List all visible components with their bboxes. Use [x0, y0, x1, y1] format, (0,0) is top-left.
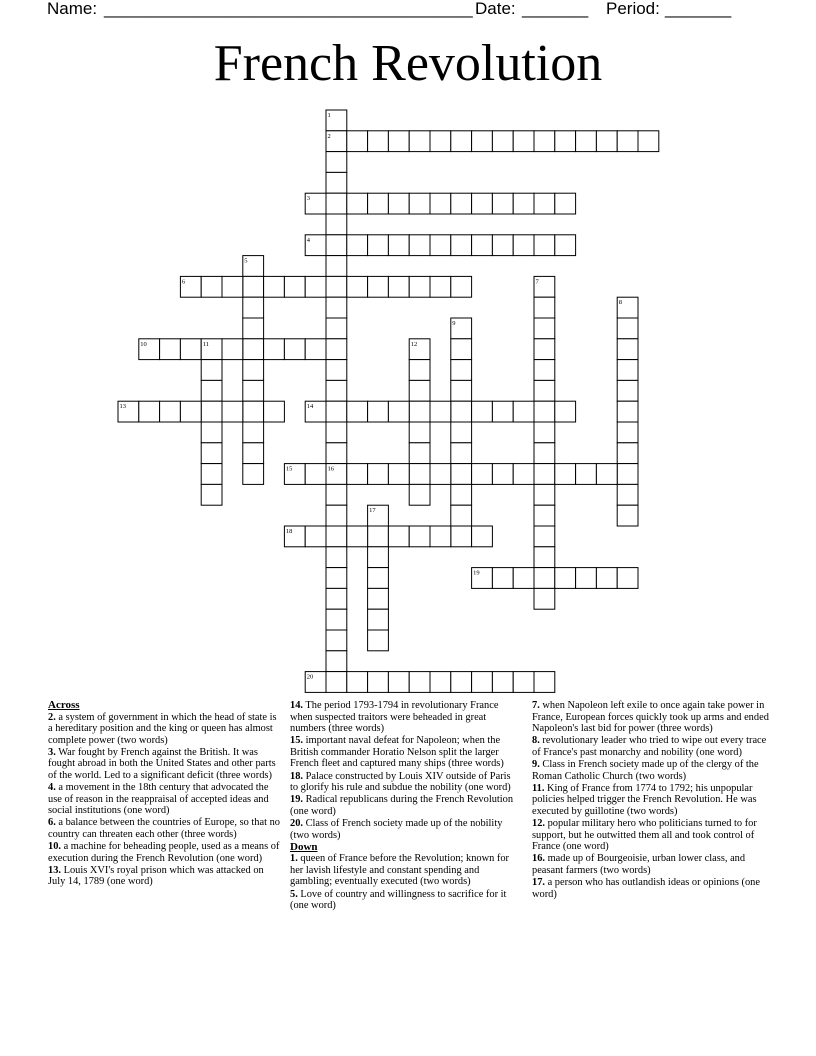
clue-item	[532, 735, 770, 758]
clue-text: War fought by French against the British. It was fought abroad in both the United States and other parts of the world. Led to a significant deficit (three words)	[48, 746, 276, 782]
clue-number-16: 16	[327, 465, 334, 473]
clue-number-10: 10	[140, 340, 147, 348]
clue-number-6: 6	[181, 278, 186, 286]
clue-text: Love of country and willingness to sacrifice for it (one word)	[290, 888, 507, 912]
clue-num: 1.	[290, 853, 298, 865]
grid-cell[interactable]	[201, 422, 222, 443]
grid-cell[interactable]	[576, 568, 597, 589]
grid-cell[interactable]	[326, 588, 347, 609]
grid-cell[interactable]	[326, 568, 347, 589]
grid-cell[interactable]	[534, 505, 555, 526]
grid-cell[interactable]	[409, 131, 430, 152]
grid-cell[interactable]	[596, 131, 617, 152]
clue-number-11: 11	[202, 340, 209, 348]
grid-cell[interactable]	[492, 568, 513, 589]
grid-cell[interactable]	[326, 276, 347, 297]
grid-cell[interactable]	[264, 339, 285, 360]
grid-cell[interactable]	[409, 443, 430, 464]
grid-cell[interactable]	[305, 339, 326, 360]
grid-cell[interactable]	[617, 422, 638, 443]
clue-num: 4.	[48, 782, 56, 794]
grid-cell[interactable]	[243, 443, 264, 464]
grid-cell[interactable]	[409, 526, 430, 547]
grid-cell[interactable]	[430, 131, 451, 152]
clue-text: made up of Bourgeoisie, urban lower class, and peasant farmers (two words)	[532, 853, 746, 876]
grid-cell[interactable]	[534, 422, 555, 443]
grid-cell[interactable]	[326, 609, 347, 630]
grid-cell[interactable]	[513, 672, 534, 693]
grid-cell[interactable]	[347, 464, 368, 485]
grid-cell[interactable]	[368, 588, 389, 609]
grid-cell[interactable]	[451, 672, 472, 693]
grid-cell[interactable]	[451, 193, 472, 214]
grid-cell[interactable]	[326, 235, 347, 256]
clue-number-3: 3	[306, 195, 310, 203]
grid-cell[interactable]	[617, 484, 638, 505]
grid-cell[interactable]	[409, 401, 430, 422]
grid-cell[interactable]	[388, 193, 409, 214]
clue-num: 11.	[532, 782, 545, 794]
grid-cell[interactable]	[409, 235, 430, 256]
grid-cell[interactable]	[222, 276, 243, 297]
clue-number-7: 7	[535, 278, 539, 286]
grid-cell[interactable]	[555, 568, 576, 589]
clue-text: revolutionary leader who tried to wipe out every trace of France's past monarchy and nobility (one word)	[532, 735, 767, 758]
grid-cell[interactable]	[243, 464, 264, 485]
grid-cell[interactable]	[451, 380, 472, 401]
grid-cell[interactable]	[472, 672, 493, 693]
grid-cell[interactable]	[451, 235, 472, 256]
grid-cell[interactable]	[326, 172, 347, 193]
grid-cell[interactable]	[326, 630, 347, 651]
clue-item	[48, 782, 280, 817]
grid-cell[interactable]	[492, 464, 513, 485]
grid-cell[interactable]	[555, 464, 576, 485]
grid-cell[interactable]	[139, 401, 160, 422]
grid-cell[interactable]	[430, 235, 451, 256]
down-heading: Down	[290, 840, 318, 853]
grid-cell[interactable]	[326, 297, 347, 318]
grid-cell[interactable]	[430, 526, 451, 547]
grid-cell[interactable]	[222, 339, 243, 360]
grid-cell[interactable]	[451, 276, 472, 297]
clue-num: 5.	[290, 888, 298, 900]
grid-cell[interactable]	[534, 464, 555, 485]
grid-cell[interactable]	[368, 672, 389, 693]
grid-cell[interactable]	[409, 672, 430, 693]
clue-item	[290, 794, 520, 817]
clue-number-18: 18	[285, 528, 293, 535]
grid-cell[interactable]	[576, 131, 597, 152]
grid-cell[interactable]	[347, 193, 368, 214]
grid-cell[interactable]	[451, 131, 472, 152]
date-label: Date:	[475, 0, 516, 18]
grid-cell[interactable]	[388, 131, 409, 152]
grid-cell[interactable]	[243, 380, 264, 401]
grid-cell[interactable]	[534, 547, 555, 568]
grid-cell[interactable]	[513, 568, 534, 589]
grid-cell[interactable]	[617, 568, 638, 589]
clue-text: a movement in the 18th century that advocated the use of reason in the reappraisal of accepted ideas and social institutions (one word)	[48, 782, 269, 817]
grid-cell[interactable]	[326, 505, 347, 526]
clue-text: King of France from 1774 to 1792; his unpopular policies helped trigger the French Revolution. He was executed by guillotine (two words)	[532, 782, 757, 817]
clue-text: a balance between the countries of Europe, so that no country can threaten each other (three words)	[48, 817, 280, 841]
grid-cell[interactable]	[534, 339, 555, 360]
clue-item	[48, 747, 280, 782]
period-blank[interactable]: _______	[665, 0, 732, 18]
grid-cell[interactable]	[368, 193, 389, 214]
grid-cell[interactable]	[596, 568, 617, 589]
grid-cell[interactable]	[388, 235, 409, 256]
grid-cell[interactable]	[243, 422, 264, 443]
grid-cell[interactable]	[617, 464, 638, 485]
grid-cell[interactable]	[409, 380, 430, 401]
name-label: Name:	[47, 0, 98, 18]
grid-cell[interactable]	[576, 464, 597, 485]
grid-cell[interactable]	[472, 131, 493, 152]
grid-cell[interactable]	[617, 131, 638, 152]
grid-cell[interactable]	[368, 630, 389, 651]
grid-cell[interactable]	[201, 484, 222, 505]
grid-cell[interactable]	[451, 443, 472, 464]
grid-cell[interactable]	[326, 422, 347, 443]
grid-cell[interactable]	[368, 131, 389, 152]
grid-cell[interactable]	[513, 235, 534, 256]
clues-column-1	[48, 700, 280, 889]
grid-cell[interactable]	[534, 360, 555, 381]
grid-cell[interactable]	[347, 131, 368, 152]
grid-cell[interactable]	[388, 464, 409, 485]
clue-num: 16.	[532, 853, 545, 865]
grid-cell[interactable]	[430, 401, 451, 422]
clue-number-14: 14	[306, 403, 314, 411]
grid-cell[interactable]	[534, 672, 555, 693]
clue-item	[48, 712, 280, 747]
clue-item	[532, 853, 770, 876]
grid-cell[interactable]	[284, 276, 305, 297]
clue-num: 17.	[532, 876, 545, 888]
clue-number-19: 19	[473, 569, 480, 577]
grid-cell[interactable]	[305, 464, 326, 485]
clue-num: 10.	[48, 841, 61, 853]
grid-cell[interactable]	[201, 443, 222, 464]
grid-cell[interactable]	[492, 235, 513, 256]
clue-number-9: 9	[452, 320, 456, 327]
grid-cell[interactable]	[638, 131, 659, 152]
clue-text: important naval defeat for Napoleon; when the British commander Horatio Nelson split the larger French fleet and captured many ships (three words)	[290, 735, 504, 770]
grid-cell[interactable]	[451, 505, 472, 526]
clue-text: Palace constructed by Louis XIV outside of Paris to glorify his rule and subdue the nobility (one word)	[290, 770, 511, 794]
clue-item	[290, 818, 520, 841]
grid-cell[interactable]	[388, 526, 409, 547]
grid-cell[interactable]	[451, 360, 472, 381]
clue-item	[290, 700, 520, 735]
grid-cell[interactable]	[492, 193, 513, 214]
grid-cell[interactable]	[388, 401, 409, 422]
clue-text: Louis XVI's royal prison which was attacked on July 14, 1789 (one word)	[48, 864, 264, 888]
grid-cell[interactable]	[201, 401, 222, 422]
grid-cell[interactable]	[347, 235, 368, 256]
grid-cell[interactable]	[201, 360, 222, 381]
grid-cell[interactable]	[388, 672, 409, 693]
grid-cell[interactable]	[326, 651, 347, 672]
period-label: Period:	[606, 0, 660, 18]
grid-cell[interactable]	[264, 401, 285, 422]
clue-item	[532, 877, 770, 900]
grid-cell[interactable]	[305, 276, 326, 297]
grid-cell[interactable]	[430, 464, 451, 485]
clue-item	[532, 783, 770, 818]
grid-cell[interactable]	[368, 609, 389, 630]
grid-cell[interactable]	[368, 547, 389, 568]
clue-number-13: 13	[119, 403, 126, 411]
across-heading: Across	[48, 699, 80, 711]
grid-cell[interactable]	[347, 276, 368, 297]
grid-cell[interactable]	[201, 380, 222, 401]
grid-cell[interactable]	[243, 339, 264, 360]
clue-number-1: 1	[327, 112, 331, 119]
grid-cell[interactable]	[513, 131, 534, 152]
clue-num: 7.	[532, 700, 540, 711]
grid-cell[interactable]	[534, 401, 555, 422]
grid-cell[interactable]	[617, 443, 638, 464]
grid-cell[interactable]	[243, 318, 264, 339]
grid-cell[interactable]	[534, 235, 555, 256]
grid-cell[interactable]	[534, 588, 555, 609]
grid-cell[interactable]	[368, 401, 389, 422]
grid-cell[interactable]	[617, 339, 638, 360]
grid-cell[interactable]	[243, 297, 264, 318]
grid-cell[interactable]	[430, 276, 451, 297]
grid-cell[interactable]	[326, 256, 347, 277]
clue-item	[532, 818, 770, 853]
clue-text: Class of French society made up of the nobility (two words)	[290, 817, 503, 841]
grid-cell[interactable]	[243, 276, 264, 297]
grid-cell[interactable]	[492, 672, 513, 693]
grid-cell[interactable]	[368, 235, 389, 256]
grid-cell[interactable]	[326, 380, 347, 401]
clue-text: queen of France before the Revolution; known for her lavish lifestyle and constant spending and gambling; eventually executed (two words)	[290, 853, 510, 888]
grid-cell[interactable]	[472, 401, 493, 422]
grid-cell[interactable]	[451, 401, 472, 422]
grid-cell[interactable]	[368, 464, 389, 485]
grid-cell[interactable]	[555, 131, 576, 152]
clue-item	[48, 841, 280, 864]
grid-cell[interactable]	[513, 401, 534, 422]
clue-text: a system of government in which the head of state is a hereditary position and the king or queen has almost complete power (two words)	[48, 711, 277, 746]
grid-cell[interactable]	[409, 464, 430, 485]
date-blank[interactable]: _______	[522, 0, 589, 18]
grid-cell[interactable]	[368, 276, 389, 297]
grid-cell[interactable]	[430, 193, 451, 214]
grid-cell[interactable]	[472, 526, 493, 547]
grid-cell[interactable]	[326, 152, 347, 173]
grid-cell[interactable]	[534, 380, 555, 401]
clue-number-5: 5	[244, 257, 248, 265]
grid-cell[interactable]	[534, 526, 555, 547]
grid-cell[interactable]	[472, 464, 493, 485]
grid-cell[interactable]	[451, 339, 472, 360]
clue-num: 18.	[290, 770, 303, 782]
clue-item	[532, 759, 770, 782]
grid-cell[interactable]	[326, 214, 347, 235]
grid-cell[interactable]	[368, 526, 389, 547]
clue-num: 14.	[290, 700, 303, 711]
grid-cell[interactable]	[451, 464, 472, 485]
clue-item	[48, 865, 280, 888]
clue-num: 20.	[290, 817, 303, 829]
clue-number-15: 15	[285, 465, 293, 473]
grid-cell[interactable]	[492, 131, 513, 152]
grid-cell[interactable]	[243, 401, 264, 422]
grid-cell[interactable]	[388, 276, 409, 297]
grid-cell[interactable]	[472, 235, 493, 256]
clue-text: Radical republicans during the French Revolution (one word)	[290, 794, 514, 817]
grid-cell[interactable]	[617, 401, 638, 422]
grid-cell[interactable]	[555, 401, 576, 422]
grid-cell[interactable]	[222, 401, 243, 422]
grid-cell[interactable]	[326, 339, 347, 360]
clue-text: when Napoleon left exile to once again take power in France, European forces quickly took up arms and ended Napoleon's last bid for power (three words)	[532, 700, 769, 735]
clue-number-20: 20	[306, 673, 314, 681]
grid-cell[interactable]	[409, 422, 430, 443]
grid-cell[interactable]	[326, 193, 347, 214]
grid-cell[interactable]	[326, 401, 347, 422]
clue-num: 9.	[532, 758, 540, 770]
grid-cell[interactable]	[326, 672, 347, 693]
clue-num: 8.	[532, 735, 540, 747]
clue-text: a machine for beheading people, used as a means of execution during the French Revolution (one word)	[48, 841, 280, 864]
grid-cell[interactable]	[534, 318, 555, 339]
clue-num: 12.	[532, 817, 545, 829]
clue-item	[48, 817, 280, 840]
grid-cell[interactable]	[534, 484, 555, 505]
clue-item	[290, 771, 520, 794]
grid-cell[interactable]	[492, 401, 513, 422]
grid-cell[interactable]	[451, 484, 472, 505]
grid-cell[interactable]	[368, 568, 389, 589]
grid-cell[interactable]	[201, 464, 222, 485]
grid-cell[interactable]	[305, 526, 326, 547]
grid-cell[interactable]	[617, 318, 638, 339]
grid-cell[interactable]	[472, 193, 493, 214]
grid-cell[interactable]	[326, 318, 347, 339]
grid-cell[interactable]	[617, 360, 638, 381]
grid-cell[interactable]	[451, 422, 472, 443]
clue-item	[532, 700, 770, 735]
grid-cell[interactable]	[201, 276, 222, 297]
grid-cell[interactable]	[284, 339, 305, 360]
clue-num: 19.	[290, 794, 303, 806]
clue-num: 3.	[48, 746, 56, 758]
grid-cell[interactable]	[513, 193, 534, 214]
grid-cell[interactable]	[430, 672, 451, 693]
grid-cell[interactable]	[534, 443, 555, 464]
grid-cell[interactable]	[326, 526, 347, 547]
clue-item	[290, 853, 520, 888]
clue-number-12: 12	[410, 340, 418, 348]
clue-number-8: 8	[618, 299, 622, 307]
clue-text: The period 1793-1794 in revolutionary France when suspected traitors were beheaded in great numbers (three words)	[290, 700, 499, 735]
grid-cell[interactable]	[409, 484, 430, 505]
grid-cell[interactable]	[534, 193, 555, 214]
grid-cell[interactable]	[326, 484, 347, 505]
grid-cell[interactable]	[409, 276, 430, 297]
clue-num: 15.	[290, 735, 303, 747]
clues-column-3	[532, 700, 770, 901]
grid-cell[interactable]	[451, 526, 472, 547]
grid-cell[interactable]	[243, 360, 264, 381]
grid-cell[interactable]	[409, 193, 430, 214]
grid-cell[interactable]	[180, 401, 201, 422]
clue-text: popular military hero who politicians turned to for support, but he outwitted them all and took control of France (one word)	[532, 817, 757, 853]
grid-cell[interactable]	[513, 464, 534, 485]
clue-item	[290, 735, 520, 770]
grid-cell[interactable]	[409, 360, 430, 381]
grid-cell[interactable]	[534, 568, 555, 589]
clue-num: 6.	[48, 817, 56, 829]
grid-cell[interactable]	[555, 235, 576, 256]
grid-cell[interactable]	[347, 401, 368, 422]
grid-cell[interactable]	[326, 443, 347, 464]
clues-column-2	[290, 700, 520, 912]
grid-cell[interactable]	[534, 297, 555, 318]
grid-cell[interactable]	[180, 339, 201, 360]
clue-num: 2.	[48, 711, 56, 723]
clue-number-4: 4	[306, 236, 310, 244]
page-title: French Revolution	[213, 35, 603, 92]
clue-item	[290, 889, 520, 912]
clue-number-2: 2	[327, 132, 331, 140]
grid-cell[interactable]	[555, 193, 576, 214]
clue-text: Class in French society made up of the clergy of the Roman Catholic Church (two words)	[532, 758, 759, 782]
clue-num: 13.	[48, 864, 61, 876]
grid-cell[interactable]	[160, 401, 181, 422]
grid-cell[interactable]	[347, 526, 368, 547]
name-blank[interactable]: _______________________________________	[104, 0, 473, 18]
grid-cell[interactable]	[596, 464, 617, 485]
grid-cell[interactable]	[264, 276, 285, 297]
grid-cell[interactable]	[347, 672, 368, 693]
grid-cell[interactable]	[617, 380, 638, 401]
grid-cell[interactable]	[326, 547, 347, 568]
clue-text: a person who has outlandish ideas or opinions (one word)	[532, 876, 760, 900]
grid-cell[interactable]	[617, 505, 638, 526]
grid-cell[interactable]	[326, 360, 347, 381]
clue-number-17: 17	[369, 507, 376, 515]
grid-cell[interactable]	[534, 131, 555, 152]
grid-cell[interactable]	[160, 339, 181, 360]
